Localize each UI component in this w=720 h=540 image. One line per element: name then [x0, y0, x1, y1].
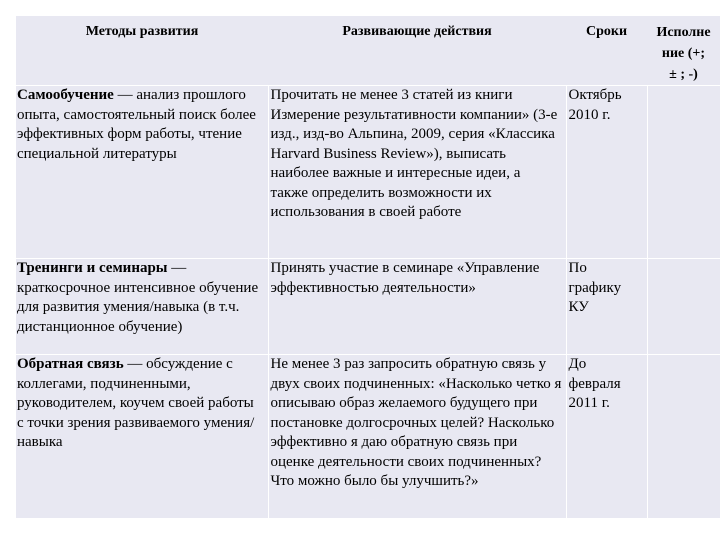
term-line: 2010 г. — [568, 106, 611, 123]
term-line: графику — [568, 279, 622, 296]
method-description: — анализ прошлого опыта, самостоятельный поиск более эффективных форм работы, чтение специальной литературы — [17, 87, 256, 162]
term-cell — [566, 355, 647, 519]
header-status-line1: Исполне — [656, 25, 711, 40]
header-status — [647, 16, 720, 86]
header-terms: Сроки — [585, 24, 628, 39]
method-cell — [16, 355, 268, 519]
action-cell: Принять участие в семинаре «Управление эффективностью деятельности» — [268, 259, 566, 355]
term-line: 2011 г. — [568, 395, 610, 411]
term-line: февраля — [568, 375, 621, 392]
method-cell — [16, 259, 268, 355]
header-row — [16, 16, 720, 86]
table-row — [16, 259, 720, 355]
development-plan-sheet — [16, 16, 720, 518]
header-actions: Развивающие действия — [342, 24, 492, 39]
development-plan-table — [16, 16, 720, 518]
action-cell: Не менее 3 раз запросить обратную связь у двух своих подчиненных: «Насколько четко я описываю образ желаемого будущего при постановке долгосрочных целей? Насколько эффективно я даю обратную связь при оценке деятельности своих подчиненных? Что можно было бы улучшить?» — [268, 355, 566, 519]
table-row — [16, 86, 720, 259]
method-title: Обратная связь — [17, 356, 124, 372]
method-description: — краткосрочное интенсивное обучение для развития умения/навыка (в т.ч. дистанционное обучение) — [17, 260, 259, 335]
header-methods: Методы развития — [85, 24, 199, 39]
header-status-line2: ние (+; — [661, 46, 706, 61]
method-title: Тренинги и семинары — [17, 260, 168, 276]
status-cell — [647, 259, 720, 355]
term-line: КУ — [568, 299, 589, 315]
term-cell — [566, 259, 647, 355]
term-line: До — [568, 356, 587, 372]
term-cell — [566, 86, 647, 259]
method-title: Самообучение — [17, 87, 114, 103]
term-line: Октябрь — [568, 87, 622, 103]
method-cell — [16, 86, 268, 259]
term-line: По — [568, 260, 587, 276]
action-cell: Прочитать не менее 3 статей из книги Измерение результативности компании» (3-е изд., изд-во Альпина, 2009, серия «Классика Harvard Business Review»), выписать наиболее важные и интересные идеи, а также определить возможности их использования в своей работе — [268, 86, 566, 259]
header-status-line3: ± ; -) — [669, 67, 698, 82]
status-cell — [647, 355, 720, 519]
status-cell — [647, 86, 720, 259]
table-row — [16, 355, 720, 519]
method-description: — обсуждение с коллегами, подчиненными, руководителем, коучем своей работы с точки зрения развиваемого умения/навыка — [17, 356, 255, 450]
